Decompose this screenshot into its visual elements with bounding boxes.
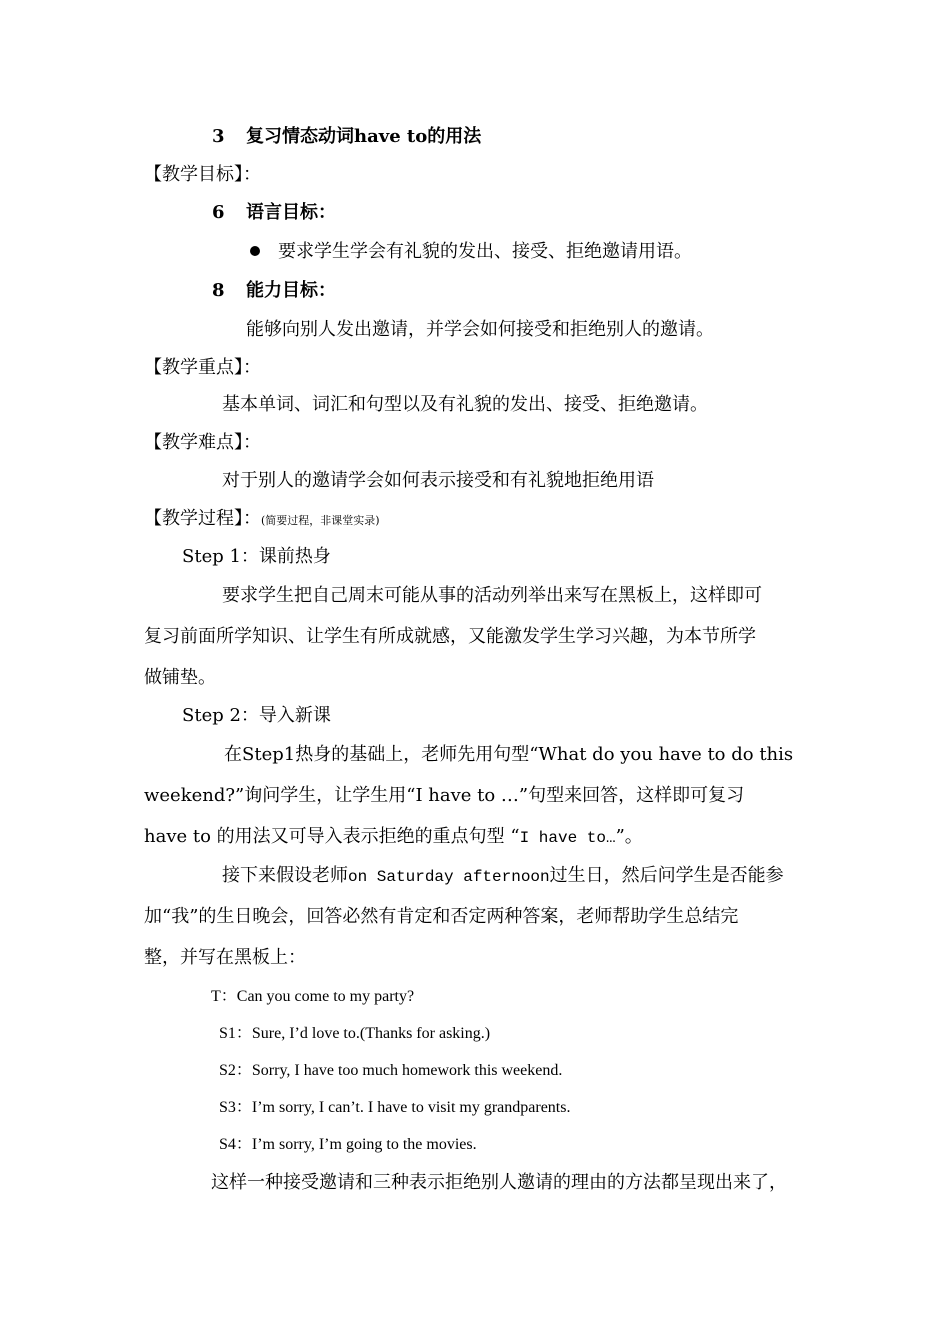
step2-p1-line-3-c: ”。 xyxy=(615,826,643,847)
step2-p2-line-1 xyxy=(222,865,784,888)
closing-line: 这样一种接受邀请和三种表示拒绝别人邀请的理由的方法都呈现出来了， xyxy=(211,1172,787,1193)
step2-p1-line-1: 在Step1热身的基础上，老师先用句型“What do you have to do this xyxy=(224,744,794,765)
language-goal-text: 要求学生学会有礼貌的发出、接受、拒绝邀请用语。 xyxy=(278,241,692,262)
bullet-icon xyxy=(250,246,260,256)
ability-goal-heading xyxy=(212,280,336,302)
difficulties-text: 对于别人的邀请学会如何表示接受和有礼貌地拒绝用语 xyxy=(222,470,654,491)
dialogue-line-s4: S4：I’m sorry, I’m going to the movies. xyxy=(219,1136,477,1153)
language-goal-heading xyxy=(212,202,336,224)
ability-goal-number: 8 xyxy=(212,280,225,301)
process-heading-text: 【教学过程】： xyxy=(144,508,261,529)
goals-heading: 【教学目标】： xyxy=(144,164,261,185)
step1-line-1: 要求学生把自己周末可能从事的活动列举出来写在黑板上，这样即可 xyxy=(222,585,762,606)
dialogue-line-s1: S1：Sure, I’d love to.(Thanks for asking.) xyxy=(219,1025,491,1042)
review-text: 复习情态动词have to的用法 xyxy=(246,126,482,147)
review-number: 3 xyxy=(212,126,225,147)
process-note: (简要过程，非课堂实录) xyxy=(261,514,380,527)
step2-p2-line-1-b: on Saturday afternoon xyxy=(348,868,550,886)
language-goal-number: 6 xyxy=(212,202,225,223)
step2-p2-line-1-c: 过生日，然后问学生是否能参 xyxy=(549,865,784,886)
process-heading xyxy=(144,508,380,532)
ability-goal-label: 能力目标： xyxy=(246,280,336,301)
step2-p1-line-3-a: have to 的用法又可导入表示拒绝的重点句型 “ xyxy=(144,826,520,847)
language-goal-bullet xyxy=(250,241,692,263)
language-goal-label: 语言目标： xyxy=(246,202,336,223)
keypoints-heading: 【教学重点】： xyxy=(144,357,261,378)
step1-title: Step 1：课前热身 xyxy=(182,546,331,567)
keypoints-text: 基本单词、词汇和句型以及有礼貌的发出、接受、拒绝邀请。 xyxy=(222,394,708,415)
step2-p2-line-3: 整，并写在黑板上： xyxy=(144,947,306,968)
difficulties-heading: 【教学难点】： xyxy=(144,432,261,453)
step2-p1-line-3 xyxy=(144,826,643,849)
step1-line-3: 做铺垫。 xyxy=(144,667,216,688)
step2-p1-line-3-b: I have to… xyxy=(519,829,616,847)
dialogue-line-t: T：Can you come to my party? xyxy=(211,988,415,1005)
step2-p2-line-1-a: 接下来假设老师 xyxy=(222,865,348,886)
dialogue-line-s2: S2：Sorry, I have too much homework this weekend. xyxy=(219,1062,563,1079)
dialogue-line-s3: S3：I’m sorry, I can’t. I have to visit my grandparents. xyxy=(219,1099,571,1116)
step2-p2-line-2: 加“我”的生日晚会，回答必然有肯定和否定两种答案，老师帮助学生总结完 xyxy=(144,906,739,927)
step2-p1-line-2: weekend?”询问学生，让学生用“I have to …”句型来回答，这样即可复习 xyxy=(144,785,745,806)
step1-line-2: 复习前面所学知识、让学生有所成就感，又能激发学生学习兴趣，为本节所学 xyxy=(144,626,756,647)
step2-title: Step 2：导入新课 xyxy=(182,705,331,726)
ability-goal-text: 能够向别人发出邀请，并学会如何接受和拒绝别人的邀请。 xyxy=(246,319,714,340)
review-item xyxy=(212,126,481,148)
